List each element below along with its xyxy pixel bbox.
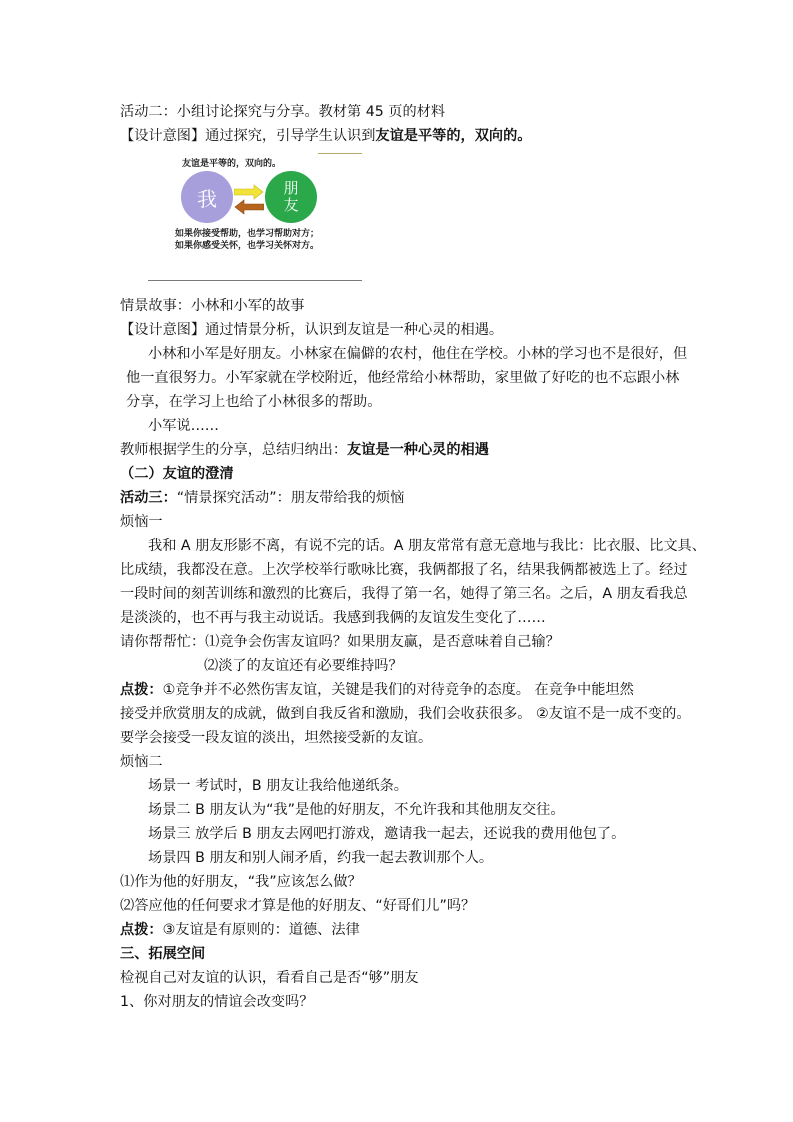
section-clarify-heading: （二）友谊的澄清 <box>120 466 234 482</box>
trouble-one-line-3: 一段时间的刻苦训练和激烈的比赛后，我得了第一名，她得了第三名。之后，A 朋友看我总 <box>120 586 688 602</box>
section-expand-heading: 三、拓展空间 <box>120 946 206 962</box>
story-paragraph-line-3: 分享，在学习上也给了小林很多的帮助。 <box>126 394 382 410</box>
xiaojun-says: 小军说…… <box>148 418 219 434</box>
scene-two: 场景二 B 朋友认为“我”是他的好朋友，不允许我和其他朋友交往。 <box>148 802 565 818</box>
trouble-one-heading: 烦恼一 <box>120 514 163 530</box>
diagram-note-1: 如果你接受帮助，也学习帮助对方； <box>175 229 320 239</box>
question-one: ⑴作为他的好朋友，“我”应该怎么做？ <box>120 874 362 890</box>
activity-three-title: “情景探究活动”：朋友带给我的烦恼 <box>176 490 405 506</box>
story-paragraph-line-2: 他一直很努力。小军家就在学校附近，他经常给小林帮助，家里做了好吃的也不忘跟小林 <box>126 370 680 386</box>
teacher-summary-bold: 友谊是一种心灵的相遇 <box>347 442 489 458</box>
scene-one: 场景一 考试时，B 朋友让我给他递纸条。 <box>148 778 408 794</box>
trouble-one-line-4: 是淡淡的，也不再与我主动说话。我感到我俩的友谊发生变化了…… <box>120 610 546 626</box>
circle-me <box>181 171 233 223</box>
tip-two-text: ③友谊是有原则的：道德、法律 <box>162 922 360 938</box>
design-intent-2: 【设计意图】通过情景分析，认识到友谊是一种心灵的相遇。 <box>120 322 504 338</box>
story-heading: 情景故事：小林和小军的故事 <box>120 298 305 314</box>
design-intent-1 <box>120 124 680 148</box>
help-question-1: 请你帮帮忙：⑴竞争会伤害友谊吗？如果朋友赢，是否意味着自己输？ <box>120 634 560 650</box>
tip-two-label: 点拨： <box>120 922 163 938</box>
scene-four: 场景四 B 朋友和别人闹矛盾，约我一起去教训那个人。 <box>148 850 494 866</box>
self-check-question-1: 1、你对朋友的情谊会改变吗？ <box>120 994 314 1010</box>
decorative-rule <box>318 153 362 154</box>
trouble-one-line-2: 比成绩，我都没在意。上次学校举行歌咏比赛，我俩都报了名，结果我俩都被选上了。经过 <box>120 562 688 578</box>
teacher-summary <box>120 438 680 462</box>
tip-one-line-1 <box>120 678 680 702</box>
trouble-two-heading: 烦恼二 <box>120 754 163 770</box>
tip-one-line-2: 接受并欣赏朋友的成就，做到自我反省和激励，我们会收获很多。 ②友谊不是一成不变的。 <box>120 706 691 722</box>
activity-three-label: 活动三： <box>120 490 177 506</box>
arrow-right-icon <box>234 184 264 200</box>
design-intent-1-text: 【设计意图】通过探究，引导学生认识到 <box>120 128 376 144</box>
circle-friend-label-bottom: 友 <box>283 196 299 214</box>
circle-friend <box>265 171 317 223</box>
trouble-one-line-1: 我和 A 朋友形影不离，有说不完的话。A 朋友常常有意无意地与我比：比衣服、比文具、 <box>148 538 706 554</box>
tip-one-line-3: 要学会接受一段友谊的淡出，坦然接受新的友谊。 <box>120 730 433 746</box>
teacher-summary-text: 教师根据学生的分享，总结归纳出： <box>120 442 348 458</box>
diagram-caption: 友谊是平等的，双向的。 <box>182 159 282 169</box>
story-paragraph-line-1: 小林和小军是好朋友。小林家在偏僻的农村，他住在学校。小林的学习也不是很好，但 <box>148 346 688 362</box>
diagram-bottom-rule <box>148 280 362 281</box>
tip-one-text: ①竞争并不必然伤害友谊，关键是我们的对待竞争的态度。 在竞争中能坦然 <box>162 682 634 698</box>
circle-friend-label-top: 朋 <box>283 179 299 197</box>
activity-three-heading <box>120 486 680 510</box>
help-question-2: ⑵淡了的友谊还有必要维持吗？ <box>204 658 403 674</box>
self-check-intro: 检视自己对友谊的认识，看看自己是否“够”朋友 <box>120 970 419 986</box>
activity-two-heading: 活动二：小组讨论探究与分享。教材第 45 页的材料 <box>120 104 446 120</box>
circle-me-label: 我 <box>197 186 217 211</box>
tip-two <box>120 918 680 942</box>
diagram-note-2: 如果你感受关怀，也学习关怀对方。 <box>175 241 320 251</box>
scene-three: 场景三 放学后 B 朋友去网吧打游戏，邀请我一起去，还说我的费用他包了。 <box>148 826 626 842</box>
arrow-left-icon <box>234 199 264 215</box>
tip-one-label: 点拨： <box>120 682 163 698</box>
question-two: ⑵答应他的任何要求才算是他的好朋友、“好哥们儿”吗？ <box>120 898 476 914</box>
design-intent-1-bold: 友谊是平等的，双向的。 <box>375 128 532 144</box>
